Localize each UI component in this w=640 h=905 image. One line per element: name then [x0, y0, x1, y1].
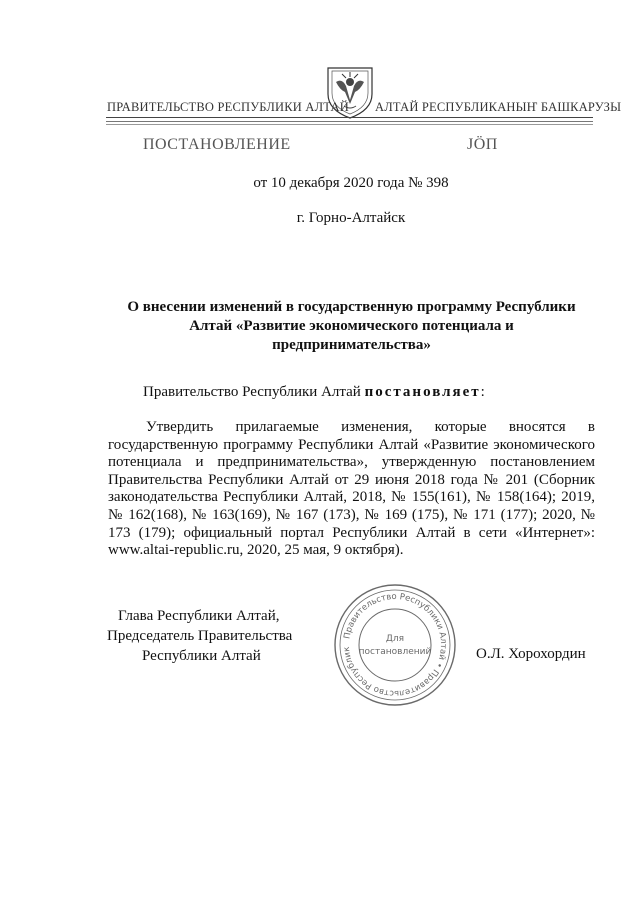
stamp-inner-line1: Для: [385, 634, 405, 644]
stamp-ring-text: Правительство Республики Алтай • Правительство Республик: [341, 591, 449, 699]
signatory-name: О.Л. Хорохордин: [476, 646, 586, 662]
header-rule: [106, 124, 593, 125]
preamble-verb: постановляет: [364, 384, 481, 400]
header-rule: [106, 117, 593, 118]
official-stamp: [330, 580, 460, 710]
header-rule: [106, 121, 593, 122]
document-city: г. Горно-Алтайск: [296, 210, 406, 226]
signatory-title-line3: Республики Алтай: [142, 648, 261, 664]
resolution-body: Утвердить прилагаемые изменения, которые вносятся в государственную программу Республики Алтай «Развитие экономического потенциала и предпринимательства», утвержденную постановлением Правительства Республики Алтай от 29 июня 2018 года № 201 (Сборник законодательства Республики Алтай, 2018, № 155(161), № 158(164); 2019, № 162(168), № 163(169), № 167 (173), № 169 (175), № 171 (177); 2020, № 173 (179); официальный портал Республики Алтай в сети «Интернет»: www.altai-republic.ru, 2020, 25 мая, 9 октября).: [108, 419, 595, 559]
preamble-prefix: Правительство Республики Алтай: [143, 384, 365, 400]
document-date-number: от 10 декабря 2020 года № 398: [253, 175, 449, 191]
stamp-inner-line2: постановлений: [358, 647, 432, 657]
government-header-ru: ПРАВИТЕЛЬСТВО РЕСПУБЛИКИ АЛТАЙ: [107, 100, 349, 114]
document-title: О внесении изменений в государственную программу Республики Алтай «Развитие экономического потенциала и предпринимательства»: [127, 299, 576, 353]
preamble-suffix: :: [480, 384, 485, 400]
signatory-title-line1: Глава Республики Алтай,: [118, 608, 280, 624]
preamble: [143, 384, 485, 401]
signatory-title-line2: Председатель Правительства: [107, 628, 293, 644]
doc-type-ru: ПОСТАНОВЛЕНИЕ: [143, 136, 291, 153]
government-header-altai: АЛТАЙ РЕСПУБЛИКАНЫҤ БАШКАРУЗЫ: [375, 100, 622, 114]
doc-type-altai: ЈÖП: [467, 136, 498, 153]
